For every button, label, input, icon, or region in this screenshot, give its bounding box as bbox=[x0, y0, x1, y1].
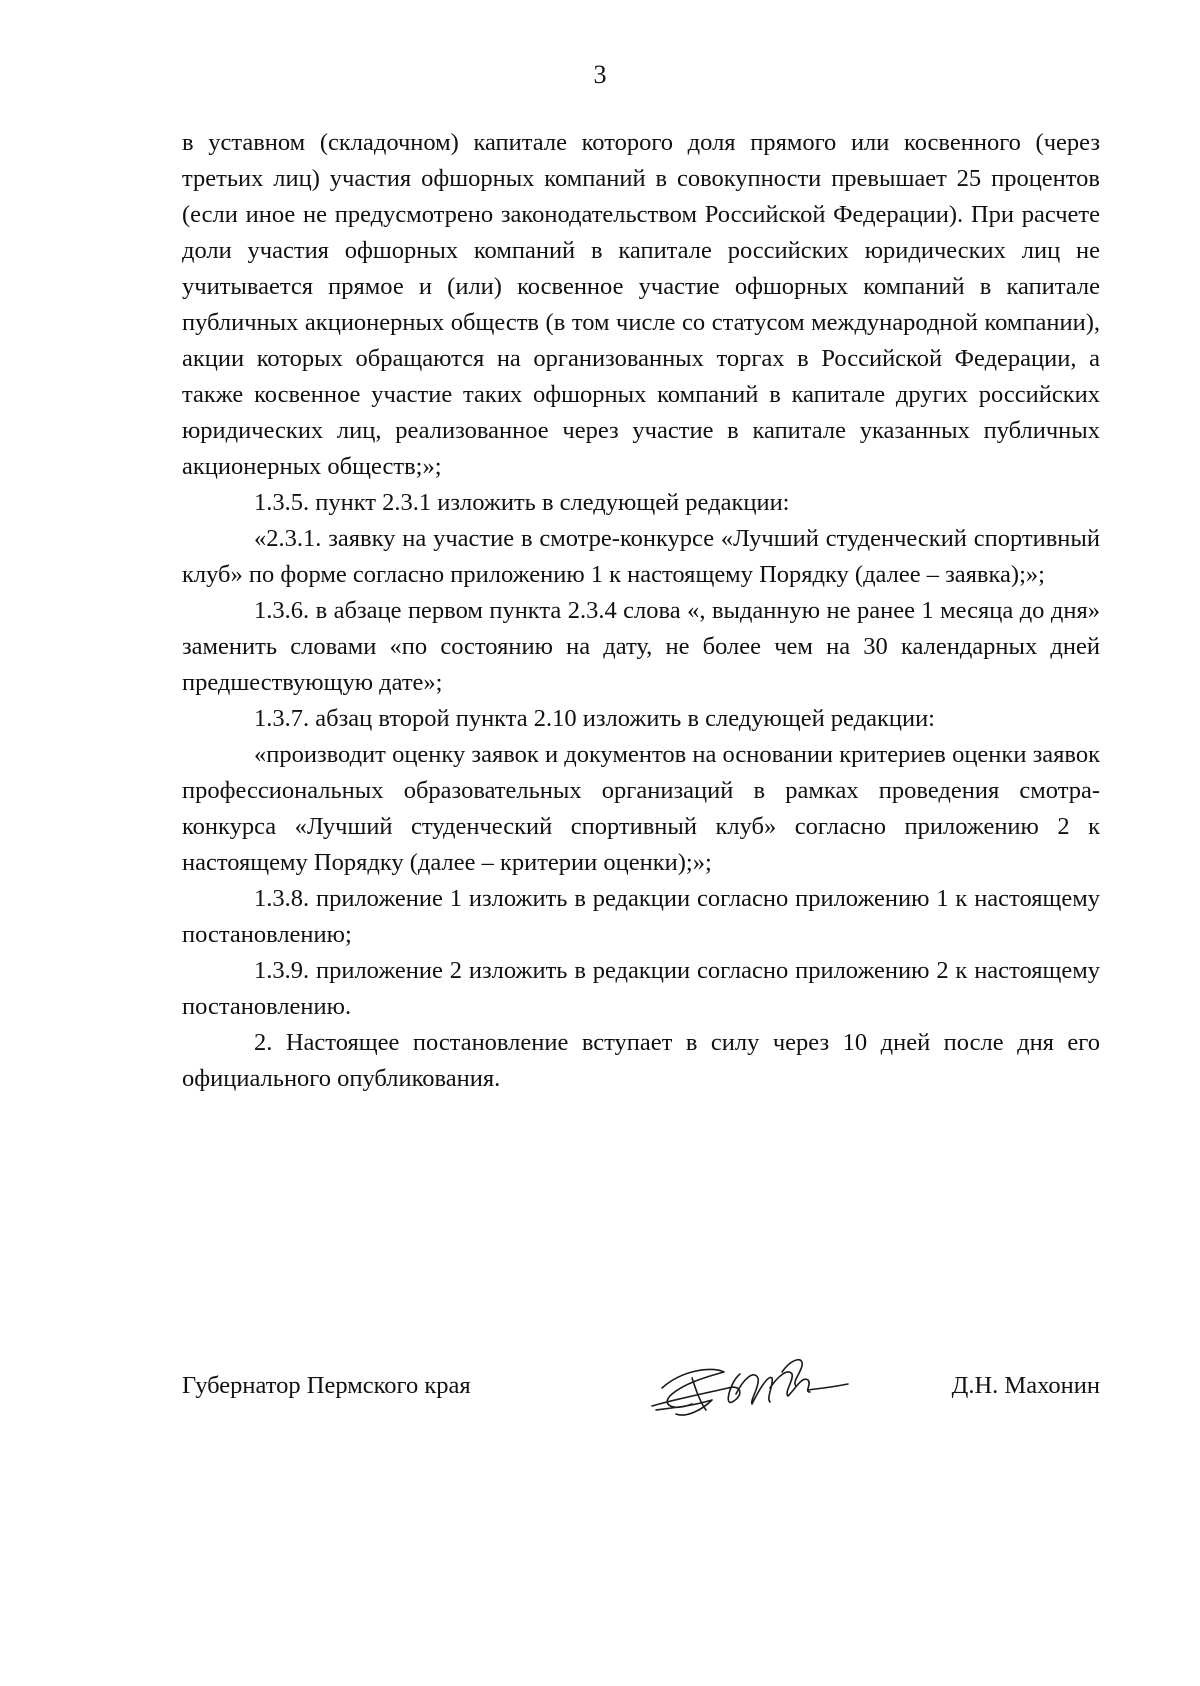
signatory-position: Губернатор Пермского края bbox=[182, 1372, 471, 1399]
paragraph-9: 2. Настоящее постановление вступает в силу через 10 дней после дня его официального опубликования. bbox=[182, 1029, 1100, 1092]
signature-stroke-4 bbox=[770, 1372, 810, 1396]
paragraph-3: «2.3.1. заявку на участие в смотре-конкурсе «Лучший студенческий спортивный клуб» по форме согласно приложению 1 к настоящему Порядку (далее – заявка);»; bbox=[182, 525, 1100, 588]
signatory-name: Д.Н. Махонин bbox=[951, 1372, 1100, 1399]
signature-block bbox=[182, 1360, 1100, 1420]
paragraph-1: в уставном (складочном) капитале которого доля прямого или косвенного (через третьих лиц) участия офшорных компаний в совокупности превышает 25 процентов (если иное не предусмотрено законодательством Российской Федерации). При расчете доли участия офшорных компаний в капитале российских юридических лиц не учитывается прямое и (или) косвенное участие офшорных компаний в капитале публичных акционерных обществ (в том числе со статусом международной компании), акции которых обращаются на организованных торгах в Российской Федерации, а также косвенное участие таких офшорных компаний в капитале других российских юридических лиц, реализованное через участие в капитале указанных публичных акционерных обществ;»; bbox=[182, 129, 1100, 480]
signature-stroke-6 bbox=[808, 1384, 848, 1390]
handwritten-signature-image bbox=[632, 1348, 852, 1428]
paragraph-7: 1.3.8. приложение 1 изложить в редакции согласно приложению 1 к настоящему постановлению; bbox=[182, 885, 1100, 948]
signature-stroke-3 bbox=[736, 1375, 772, 1404]
page-number: 3 bbox=[593, 60, 607, 89]
paragraph-6: «производит оценку заявок и документов на основании критериев оценки заявок профессиональных образовательных организаций в рамках проведения смотра-конкурса «Лучший студенческий спортивный клуб» согласно приложению 2 к настоящему Порядку (далее – критерии оценки);»; bbox=[182, 741, 1100, 876]
document-body bbox=[182, 125, 1100, 1097]
paragraph-5: 1.3.7. абзац второй пункта 2.10 изложить в следующей редакции: bbox=[254, 705, 935, 732]
paragraph-2: 1.3.5. пункт 2.3.1 изложить в следующей редакции: bbox=[254, 489, 790, 516]
paragraph-8: 1.3.9. приложение 2 изложить в редакции согласно приложению 2 к настоящему постановлению. bbox=[182, 957, 1100, 1020]
paragraph-4: 1.3.6. в абзаце первом пункта 2.3.4 слова «, выданную не ранее 1 месяца до дня» заменить словами «по состоянию на дату, не более чем на 30 календарных дней предшествующую дате»; bbox=[182, 597, 1100, 696]
